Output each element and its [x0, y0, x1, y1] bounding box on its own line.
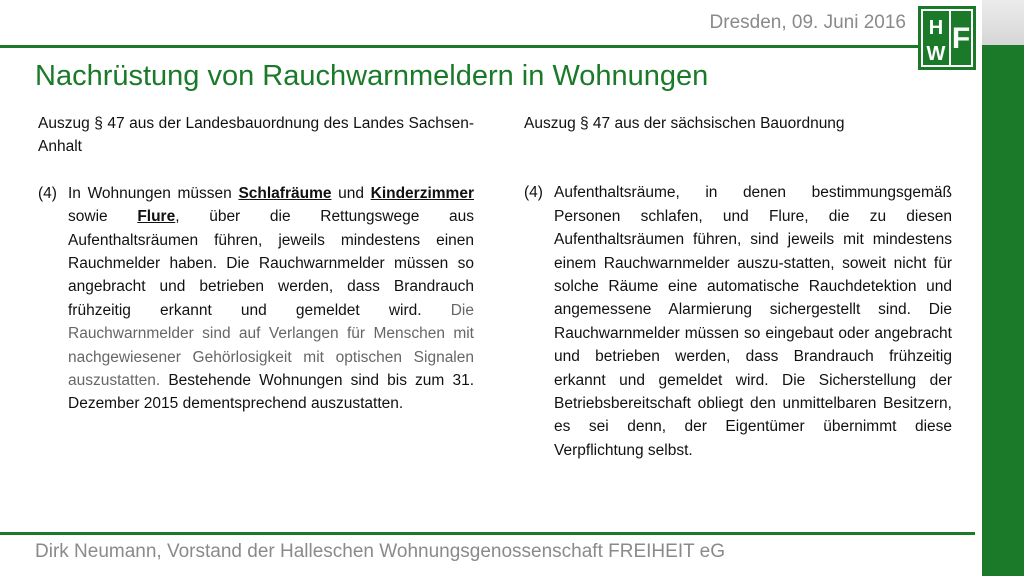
right-column — [524, 112, 952, 462]
term-schlafraeume: Schlafräume — [238, 184, 332, 202]
left-heading: Auszug § 47 aus der Landesbauordnung des Landes Sachsen-Anhalt — [38, 115, 474, 156]
corner-shade — [982, 0, 1024, 45]
logo-letter-w: W — [926, 43, 946, 65]
left-column — [38, 112, 474, 416]
slide-title: Nachrüstung von Rauchwarnmeldern in Wohnungen — [35, 60, 709, 92]
right-paragraph-number: (4) — [524, 184, 543, 202]
logo-letter-f: F — [951, 22, 971, 55]
left-paragraph-number: (4) — [38, 184, 57, 202]
footer-text: Dirk Neumann, Vorstand der Halleschen Wohnungsgenossenschaft FREIHEIT eG — [35, 541, 725, 562]
left-paragraph — [38, 182, 474, 416]
hwf-logo — [918, 6, 976, 70]
date-label: Dresden, 09. Juni 2016 — [709, 12, 906, 33]
left-text-3: sowie — [68, 208, 138, 226]
left-gray-text: Die Rauchwarnmelder sind auf Verlangen für Menschen mit nachgewiesener Gehörlosigkeit mit optischen Signalen auszustatten. — [68, 301, 474, 390]
right-text: Aufenthaltsräume, in denen bestimmungsgemäß Personen schlafen, und Flure, die zu diesen Aufenthaltsräumen führen, sind jeweils mit mindestens einem Rauchwarnmelder auszu-statten, soweit nicht für solche Räume eine automatische Rauchdetektion und angemessene Alarmierung sichergestellt sind. Die Rauchwarnmelder müssen so eingebaut oder angebracht und betrieben werden, dass Brandrauch frühzeitig erkannt und gemeldet wird. Die Sicherstellung der Betriebsbereitschaft obliegt den unmittelbaren Besitzern, es sei denn, der Eigentümer übernimmt diese Verpflichtung selbst. — [554, 184, 952, 459]
right-paragraph — [524, 181, 952, 462]
right-heading: Auszug § 47 aus der sächsischen Bauordnung — [524, 115, 845, 132]
footer-rule — [0, 532, 975, 535]
term-flure: Flure — [137, 208, 176, 226]
header-rule — [0, 45, 975, 48]
left-text-1: In Wohnungen müssen — [68, 184, 239, 202]
logo-letter-h: H — [928, 17, 944, 39]
left-text-4: , über die Rettungswege aus Aufenthaltsräumen führen, jeweils mindestens einen Rauchmelder haben. Die Rauchwarnmelder müssen so angebracht und betrieben werden, dass Brandrauch frühzeitig erkannt und gemeldet wird. — [68, 208, 475, 319]
left-text-2: und — [331, 184, 371, 202]
side-bar — [982, 45, 1024, 576]
left-text-5: Bestehende Wohnungen sind bis zum 31. Dezember 2015 dementsprechend auszustatten. — [68, 372, 474, 413]
term-kinderzimmer: Kinderzimmer — [370, 184, 474, 202]
